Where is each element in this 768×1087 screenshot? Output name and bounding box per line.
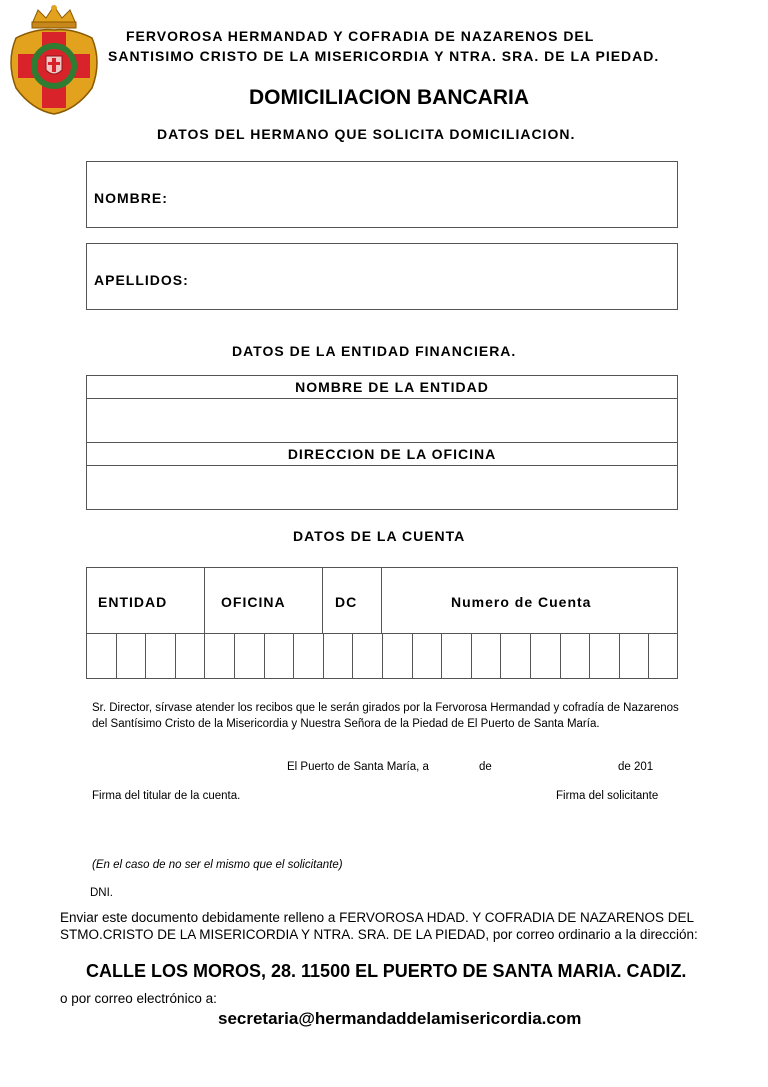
account-digit-cell[interactable] [648,634,678,678]
member-section-title: DATOS DEL HERMANO QUE SOLICITA DOMICILIACION. [157,126,576,142]
account-digit-cell[interactable] [234,634,264,678]
account-digit-cell[interactable] [530,634,560,678]
apellidos-field[interactable] [86,243,678,310]
applicant-signature-label: Firma del solicitante [556,790,659,802]
entity-name-field[interactable] [87,399,677,443]
email-intro: o por correo electrónico a: [60,991,217,1006]
send-instructions: Enviar este documento debidamente relleno a FERVOROSA HDAD. Y COFRADIA DE NAZARENOS DEL STMO.CRISTO DE LA MISERICORDIA Y NTRA. SRA. DE LA PIEDAD, por correo ordinario a la dirección: [60,910,698,942]
account-digit-cell[interactable] [500,634,530,678]
col-divider [322,567,323,633]
account-digit-cell[interactable] [471,634,501,678]
account-digit-cell[interactable] [589,634,619,678]
contact-email-link[interactable]: secretaria@hermandaddelamisericordia.com [218,1009,582,1028]
authorization-text: Sr. Director, sírvase atender los recibos que le serán girados por la Fervorosa Hermandad y cofradía de Nazarenos del Santísimo Cristo de la Misericordia y Nuestra Señora de la Piedad de El Puerto de Santa María. [92,702,679,730]
account-digit-cell[interactable] [86,634,116,678]
entity-table [86,375,678,510]
postal-address: CALLE LOS MOROS, 28. 11500 EL PUERTO DE SANTA MARIA. CADIZ. [86,961,687,981]
entity-name-header-row [87,376,677,399]
account-holder-signature-label: Firma del titular de la cuenta. [92,790,241,802]
account-digit-cell[interactable] [560,634,590,678]
office-address-label: DIRECCION DE LA OFICINA [287,446,497,462]
col-divider [381,567,382,633]
office-address-field[interactable] [87,466,677,510]
col-entidad-label: ENTIDAD [98,594,168,610]
account-digit-cell[interactable] [264,634,294,678]
date-de-2: de 201 [618,761,654,773]
entity-name-label: NOMBRE DE LA ENTIDAD [295,379,489,395]
place-date-text: El Puerto de Santa María, a [287,761,429,773]
account-digit-cell[interactable] [352,634,382,678]
account-digit-cell[interactable] [145,634,175,678]
account-digit-cell[interactable] [175,634,205,678]
account-digit-cell[interactable] [323,634,353,678]
date-de-1: de [479,761,492,773]
account-digit-cell[interactable] [382,634,412,678]
col-oficina-label: OFICINA [221,594,286,610]
account-digit-cell[interactable] [619,634,649,678]
col-dc-label: DC [335,594,358,610]
nombre-label: NOMBRE: [94,190,168,206]
col-numero-label: Numero de Cuenta [451,594,592,610]
nombre-field[interactable] [86,161,678,228]
account-digit-cell[interactable] [293,634,323,678]
header-line-2: SANTISIMO CRISTO DE LA MISERICORDIA Y NTRA. SRA. DE LA PIEDAD. [108,48,660,64]
account-digit-cell[interactable] [412,634,442,678]
account-section-title: DATOS DE LA CUENTA [293,528,466,544]
account-digit-cell[interactable] [204,634,234,678]
document-title: DOMICILIACION BANCARIA [249,86,529,109]
col-divider [204,567,205,633]
office-address-header-row [87,443,677,466]
account-digit-cell[interactable] [441,634,471,678]
header-line-1: FERVOROSA HERMANDAD Y COFRADIA DE NAZARENOS DEL [126,28,595,44]
entity-section-title: DATOS DE LA ENTIDAD FINANCIERA. [232,343,517,359]
holder-note: (En el caso de no ser el mismo que el solicitante) [92,859,343,871]
dni-label: DNI. [90,887,113,899]
account-digit-cell[interactable] [116,634,146,678]
apellidos-label: APELLIDOS: [94,272,189,288]
